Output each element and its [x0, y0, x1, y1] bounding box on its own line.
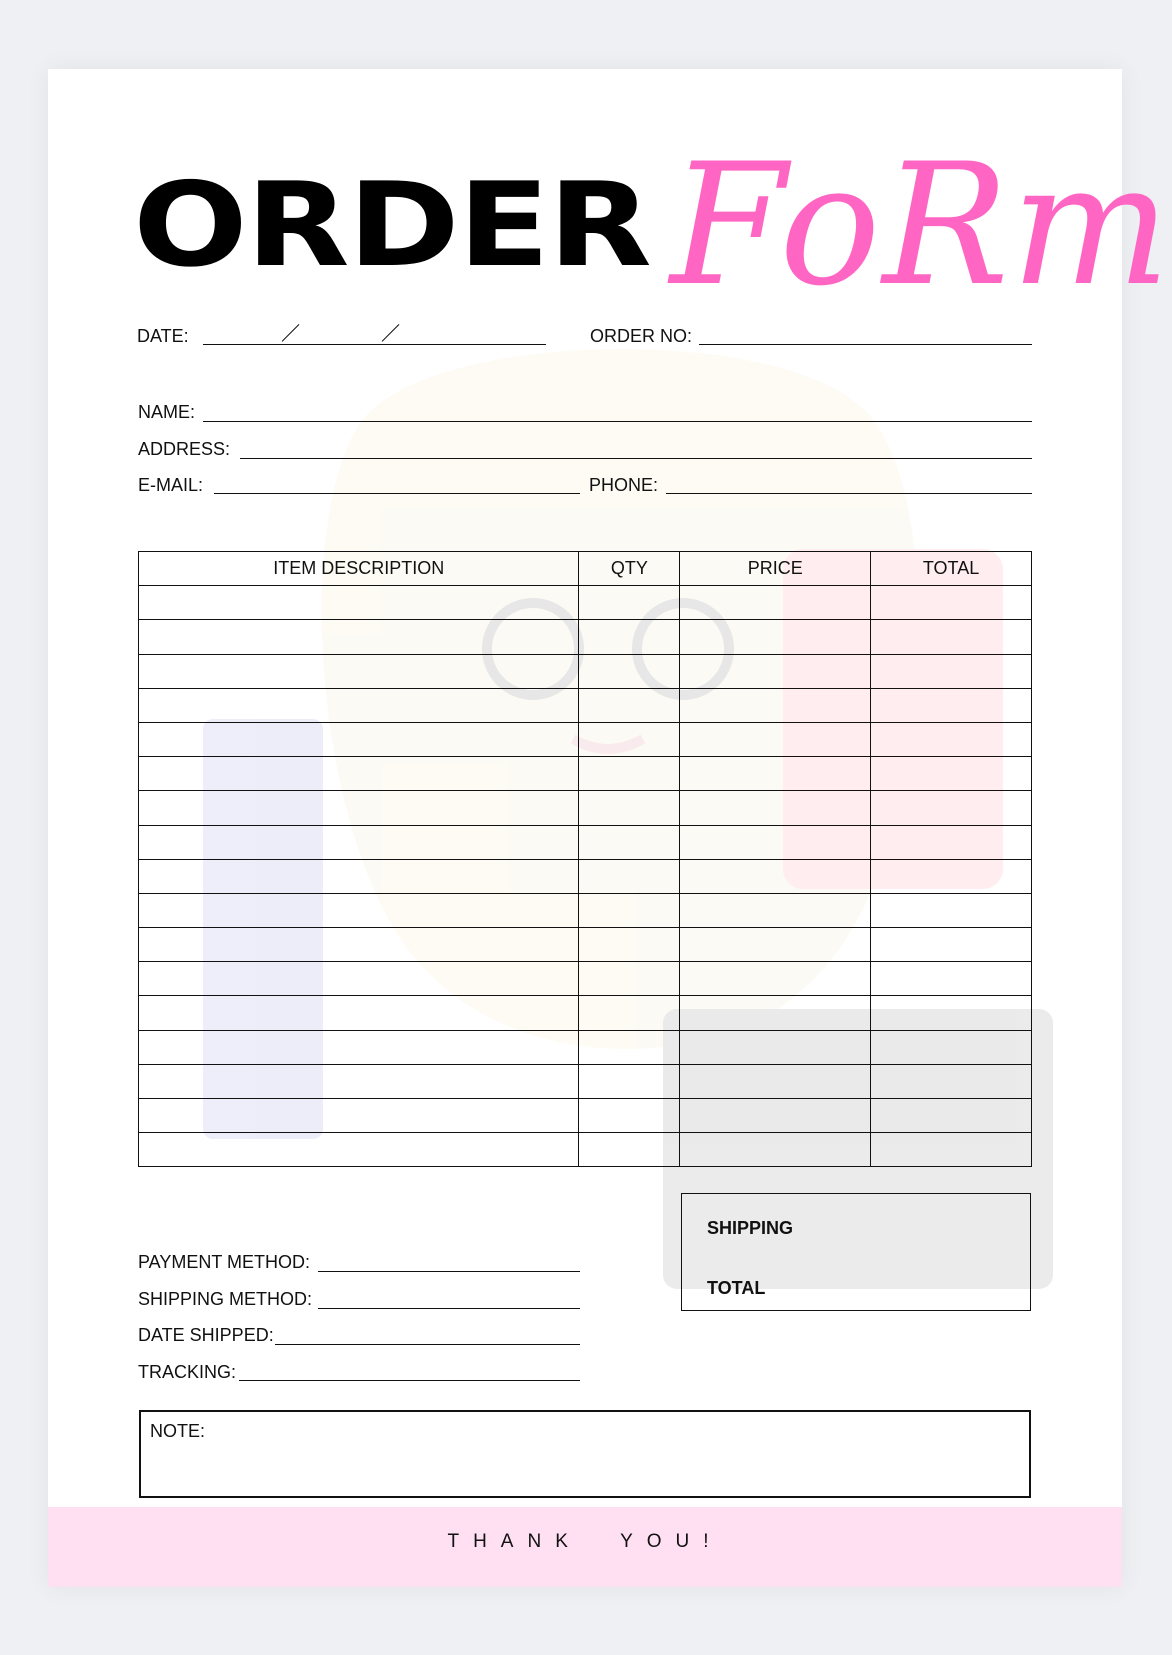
title-order: ORDER: [133, 157, 650, 293]
name-field[interactable]: [203, 421, 1032, 422]
email-label: E-MAIL:: [138, 475, 204, 495]
date-separator: [382, 324, 400, 342]
shipping-label: SHIPPING: [707, 1218, 794, 1238]
note-label: NOTE:: [150, 1421, 206, 1441]
total-label: TOTAL: [707, 1278, 766, 1298]
qty-cell[interactable]: [579, 1064, 680, 1098]
table-header-row: [139, 552, 1032, 586]
item-description-cell[interactable]: [139, 928, 579, 962]
table-row: [139, 757, 1032, 791]
item-description-cell[interactable]: [139, 1064, 579, 1098]
shipping-method-field[interactable]: [318, 1308, 580, 1309]
price-cell[interactable]: [680, 1030, 871, 1064]
price-cell[interactable]: [680, 791, 871, 825]
price-cell[interactable]: [680, 1099, 871, 1133]
total-cell[interactable]: [871, 996, 1032, 1030]
order-no-label: ORDER NO:: [590, 326, 693, 346]
item-description-cell[interactable]: [139, 722, 579, 756]
item-description-cell[interactable]: [139, 757, 579, 791]
total-cell[interactable]: [871, 928, 1032, 962]
price-cell[interactable]: [680, 928, 871, 962]
qty-cell[interactable]: [579, 859, 680, 893]
item-description-cell[interactable]: [139, 825, 579, 859]
table-row: [139, 722, 1032, 756]
price-cell[interactable]: [680, 654, 871, 688]
qty-cell[interactable]: [579, 620, 680, 654]
qty-cell[interactable]: [579, 688, 680, 722]
date-shipped-label: DATE SHIPPED:: [138, 1325, 274, 1345]
item-description-cell[interactable]: [139, 791, 579, 825]
price-cell[interactable]: [680, 996, 871, 1030]
total-cell[interactable]: [871, 791, 1032, 825]
col-item-description: ITEM DESCRIPTION: [139, 552, 579, 586]
email-field[interactable]: [214, 493, 580, 494]
total-cell[interactable]: [871, 962, 1032, 996]
total-cell[interactable]: [871, 1099, 1032, 1133]
table-row: [139, 620, 1032, 654]
qty-cell[interactable]: [579, 825, 680, 859]
total-cell[interactable]: [871, 1030, 1032, 1064]
item-description-cell[interactable]: [139, 962, 579, 996]
note-box[interactable]: [139, 1410, 1031, 1498]
total-cell[interactable]: [871, 757, 1032, 791]
date-field[interactable]: [203, 344, 546, 345]
table-row: [139, 688, 1032, 722]
price-cell[interactable]: [680, 688, 871, 722]
qty-cell[interactable]: [579, 962, 680, 996]
price-cell[interactable]: [680, 1133, 871, 1167]
qty-cell[interactable]: [579, 928, 680, 962]
order-no-field[interactable]: [699, 344, 1032, 345]
price-cell[interactable]: [680, 962, 871, 996]
table-row: [139, 654, 1032, 688]
footer-band: [48, 1507, 1122, 1587]
item-description-cell[interactable]: [139, 620, 579, 654]
item-description-cell[interactable]: [139, 586, 579, 620]
table-body: [139, 586, 1032, 1167]
price-cell[interactable]: [680, 1064, 871, 1098]
price-cell[interactable]: [680, 825, 871, 859]
col-price: PRICE: [680, 552, 871, 586]
price-cell[interactable]: [680, 893, 871, 927]
address-field[interactable]: [240, 458, 1032, 459]
phone-label: PHONE:: [589, 475, 659, 495]
thank-you-text: THANK YOU!: [447, 1531, 723, 1552]
price-cell[interactable]: [680, 620, 871, 654]
item-description-cell[interactable]: [139, 859, 579, 893]
date-label: DATE:: [137, 326, 189, 346]
order-form-page: [48, 69, 1172, 1587]
tracking-label: TRACKING:: [138, 1362, 237, 1382]
table-row: [139, 996, 1032, 1030]
item-description-cell[interactable]: [139, 893, 579, 927]
date-separator: [282, 324, 300, 342]
qty-cell[interactable]: [579, 893, 680, 927]
table-row: [139, 1099, 1032, 1133]
qty-cell[interactable]: [579, 757, 680, 791]
table-row: [139, 893, 1032, 927]
qty-cell[interactable]: [579, 586, 680, 620]
phone-field[interactable]: [666, 493, 1032, 494]
title-form: FoRm: [670, 127, 1172, 323]
total-cell[interactable]: [871, 825, 1032, 859]
price-cell[interactable]: [680, 859, 871, 893]
items-table: [138, 551, 1032, 1167]
qty-cell[interactable]: [579, 996, 680, 1030]
total-cell[interactable]: [871, 654, 1032, 688]
item-description-cell[interactable]: [139, 1030, 579, 1064]
table-row: [139, 825, 1032, 859]
total-cell[interactable]: [871, 688, 1032, 722]
table-row: [139, 1064, 1032, 1098]
item-description-cell[interactable]: [139, 996, 579, 1030]
name-label: NAME:: [138, 402, 196, 422]
total-cell[interactable]: [871, 586, 1032, 620]
item-description-cell[interactable]: [139, 654, 579, 688]
item-description-cell[interactable]: [139, 688, 579, 722]
table-row: [139, 791, 1032, 825]
qty-cell[interactable]: [579, 1133, 680, 1167]
total-cell[interactable]: [871, 722, 1032, 756]
qty-cell[interactable]: [579, 654, 680, 688]
table-row: [139, 859, 1032, 893]
col-total: TOTAL: [871, 552, 1032, 586]
qty-cell[interactable]: [579, 791, 680, 825]
table-row: [139, 586, 1032, 620]
address-label: ADDRESS:: [138, 439, 231, 459]
payment-method-label: PAYMENT METHOD:: [138, 1252, 311, 1272]
col-qty: QTY: [579, 552, 680, 586]
table-row: [139, 928, 1032, 962]
date-shipped-field[interactable]: [275, 1344, 580, 1345]
total-cell[interactable]: [871, 620, 1032, 654]
total-cell[interactable]: [871, 893, 1032, 927]
item-description-cell[interactable]: [139, 1099, 579, 1133]
table-row: [139, 962, 1032, 996]
qty-cell[interactable]: [579, 1099, 680, 1133]
payment-method-field[interactable]: [318, 1271, 580, 1272]
price-cell[interactable]: [680, 722, 871, 756]
table-row: [139, 1133, 1032, 1167]
total-cell[interactable]: [871, 1064, 1032, 1098]
summary-box[interactable]: [681, 1193, 1031, 1311]
price-cell[interactable]: [680, 757, 871, 791]
qty-cell[interactable]: [579, 722, 680, 756]
qty-cell[interactable]: [579, 1030, 680, 1064]
item-description-cell[interactable]: [139, 1133, 579, 1167]
table-row: [139, 1030, 1032, 1064]
total-cell[interactable]: [871, 1133, 1032, 1167]
shipping-method-label: SHIPPING METHOD:: [138, 1289, 313, 1309]
price-cell[interactable]: [680, 586, 871, 620]
total-cell[interactable]: [871, 859, 1032, 893]
tracking-field[interactable]: [239, 1380, 580, 1381]
